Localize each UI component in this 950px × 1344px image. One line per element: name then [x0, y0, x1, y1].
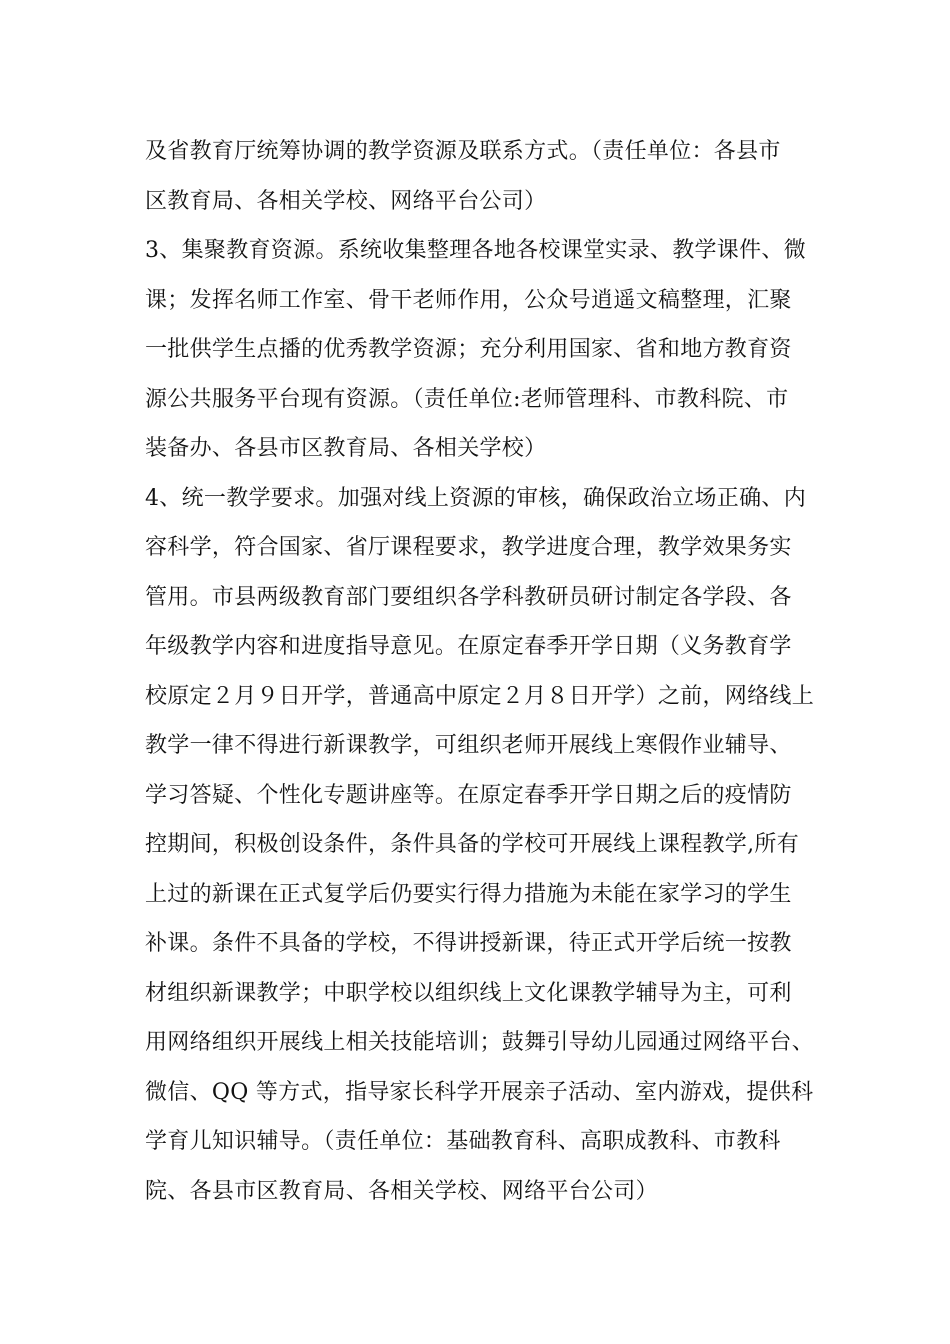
text-line: 源公共服务平台现有资源。（责任单位:老师管理科、市教科院、市: [145, 386, 789, 412]
text-line: 院、各县市区教育局、各相关学校、网络平台公司）: [145, 1178, 658, 1204]
text-line: 课；发挥名师工作室、骨干老师作用，公众号逍遥文稿整理，汇聚: [145, 287, 792, 313]
text-line: 学习答疑、个性化专题讲座等。在原定春季开学日期之后的疫情防: [145, 782, 792, 808]
text-line: 4、统一教学要求。加强对线上资源的审核，确保政治立场正确、内: [145, 485, 806, 511]
text-line: 材组织新课教学；中职学校以组织线上文化课教学辅导为主，可利: [145, 980, 792, 1006]
text-line: 年级教学内容和进度指导意见。在原定春季开学日期（义务教育学: [145, 634, 792, 659]
text-line: 用网络组织开展线上相关技能培训；鼓舞引导幼儿园通过网络平台、: [145, 1030, 815, 1055]
text-line: 补课。条件不具备的学校，不得讲授新课，待正式开学后统一按教: [145, 931, 792, 956]
text-line: 3、集聚教育资源。系统收集整理各地各校课堂实录、教学课件、微: [145, 238, 806, 263]
text-line: 容科学，符合国家、省厅课程要求，教学进度合理，教学效果务实: [145, 535, 792, 560]
text-line: 管用。市县两级教育部门要组织各学科教研员研讨制定各学段、各: [145, 584, 792, 610]
text-line: 一批供学生点播的优秀教学资源；充分利用国家、省和地方教育资: [145, 337, 792, 362]
text-line: 区教育局、各相关学校、网络平台公司）: [145, 188, 547, 214]
text-line: 校原定２月９日开学，普通高中原定２月８日开学）之前，网络线上: [145, 683, 815, 709]
text-line: 装备办、各县市区教育局、各相关学校）: [145, 436, 547, 461]
text-line: 及省教育厅统筹协调的教学资源及联系方式。（责任单位：各县市: [145, 139, 781, 164]
text-line: 教学一律不得进行新课教学，可组织老师开展线上寒假作业辅导、: [145, 733, 792, 758]
document-body: [145, 127, 845, 1216]
text-line: 控期间，积极创设条件，条件具备的学校可开展线上课程教学,所有: [145, 832, 799, 857]
text-line: 微信、QQ 等方式，指导家长科学开展亲子活动、室内游戏，提供科: [145, 1079, 814, 1105]
text-line: 学育儿知识辅导。（责任单位：基础教育科、高职成教科、市教科: [145, 1129, 781, 1154]
text-line: 上过的新课在正式复学后仍要实行得力措施为未能在家学习的学生: [145, 881, 792, 907]
